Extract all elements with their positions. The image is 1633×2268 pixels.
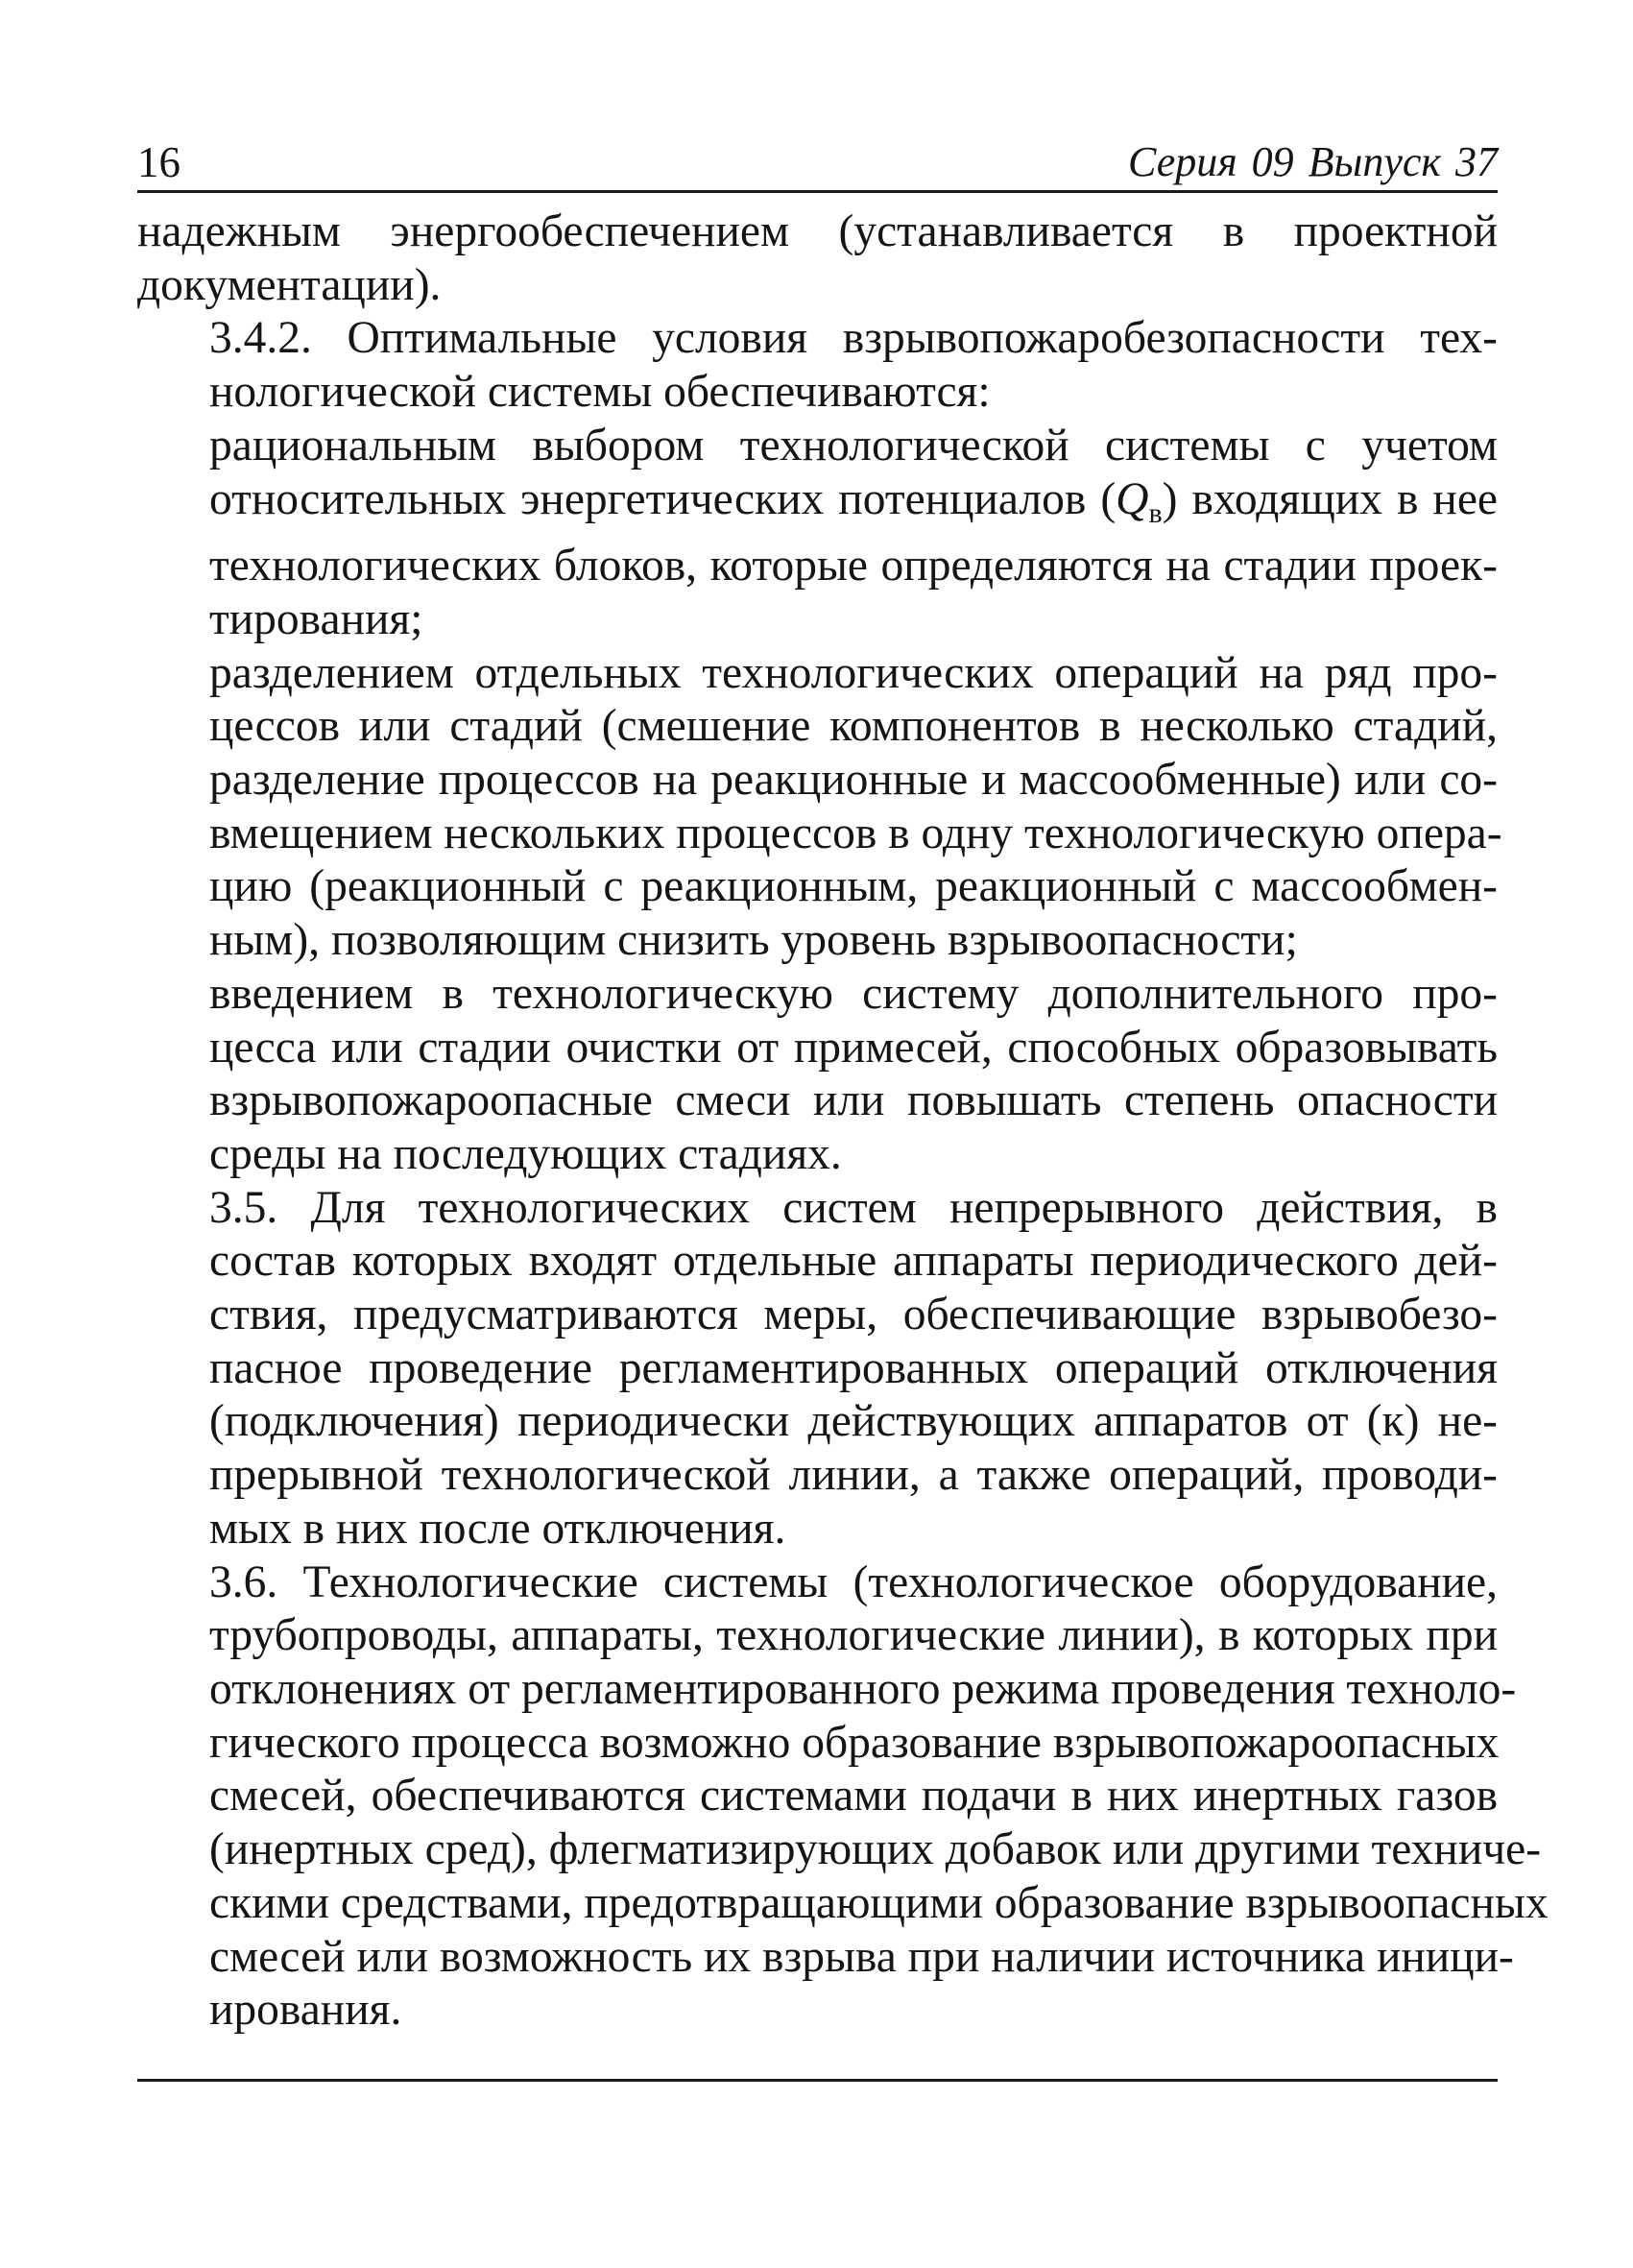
text-line: отклонениях от регламентированного режима проведения техноло-	[209, 1663, 1517, 1714]
text-line: цесса или стадии очистки от примесей, способных образовывать	[209, 1022, 1498, 1073]
formula-symbol: Q	[1116, 473, 1149, 524]
text-line: вмещением нескольких процессов в одну технологическую опера-	[209, 808, 1502, 858]
text-line: разделение процессов на реакционные и массообменные) или со-	[209, 755, 1498, 806]
text-line: технологических блоков, которые определяются на стадии проек-	[209, 541, 1498, 591]
text-line: разделением отдельных технологических операций на ряд про-	[209, 647, 1498, 698]
text-line: 3.6. Технологические системы (технологическое оборудование,	[209, 1556, 1498, 1607]
text-line: нологической системы обеспечиваются:	[209, 367, 991, 418]
text-line: (подключения) периодически действующих аппаратов от (к) не-	[209, 1396, 1498, 1447]
text-line: документации).	[137, 259, 442, 310]
text-line: прерывной технологической линии, а также операций, проводи-	[209, 1450, 1498, 1501]
page-number: 16	[137, 138, 180, 186]
text-line: пасное проведение регламентированных операций отключения	[209, 1342, 1498, 1393]
text-line: смесей или возможность их взрыва при наличии источника иници-	[209, 1931, 1514, 1982]
paragraph	[137, 968, 1498, 1182]
text-line: мых в них после отключения.	[209, 1503, 786, 1554]
paragraph	[137, 312, 1498, 419]
footer-rule	[137, 2079, 1498, 2082]
text-line: цию (реакционный с реакционным, реакционный с массообмен-	[209, 861, 1498, 912]
text-line: смесей, обеспечиваются системами подачи в них инертных газов	[209, 1771, 1498, 1822]
text-line: надежным энергообеспечением (устанавливается в проектной	[137, 206, 1498, 256]
text-line: ствия, предусматриваются меры, обеспечивающие взрывобезо-	[209, 1290, 1498, 1340]
text-line: 3.5. Для технологических систем непрерывного действия, в	[209, 1182, 1498, 1233]
paragraph	[137, 205, 1498, 312]
formula-subscript: в	[1148, 496, 1163, 529]
running-header	[137, 133, 1498, 193]
body-text	[137, 205, 1549, 2038]
text-line: цессов или стадий (смешение компонентов в несколько стадий,	[209, 701, 1498, 752]
paragraph	[137, 1556, 1549, 2038]
text-line: трубопроводы, аппараты, технологические линии), в которых при	[209, 1610, 1498, 1661]
paragraph	[137, 420, 1498, 647]
text-line: относительных энергетических потенциалов (Qв) входящих в нее	[209, 473, 1498, 529]
text-line: ным), позволяющим снизить уровень взрывоопасности;	[209, 915, 1298, 966]
text-line: гического процесса возможно образование взрывопожароопасных	[209, 1717, 1500, 1768]
series-issue-label: Серия 09 Выпуск 37	[1128, 138, 1498, 185]
document-page	[137, 113, 1549, 2149]
text-line: скими средствами, предотвращающими образование взрывоопасных	[209, 1877, 1549, 1928]
text-line: рациональным выбором технологической системы с учетом	[209, 420, 1498, 470]
text-line: состав которых входят отдельные аппараты периодического дей-	[209, 1236, 1498, 1287]
text-line: среды на последующих стадиях.	[209, 1128, 842, 1179]
text-line: введением в технологическую систему дополнительного про-	[209, 968, 1498, 1019]
text-line: взрывопожароопасные смеси или повышать степень опасности	[209, 1075, 1498, 1126]
paragraph	[137, 647, 1502, 968]
paragraph	[137, 1182, 1498, 1556]
text-line: (инертных сред), флегматизирующих добавок или другими техниче-	[209, 1824, 1542, 1875]
text-line: тирования;	[209, 593, 423, 644]
text-line: 3.4.2. Оптимальные условия взрывопожаробезопасности тех-	[209, 313, 1498, 364]
text-line: ирования.	[209, 1985, 402, 2036]
